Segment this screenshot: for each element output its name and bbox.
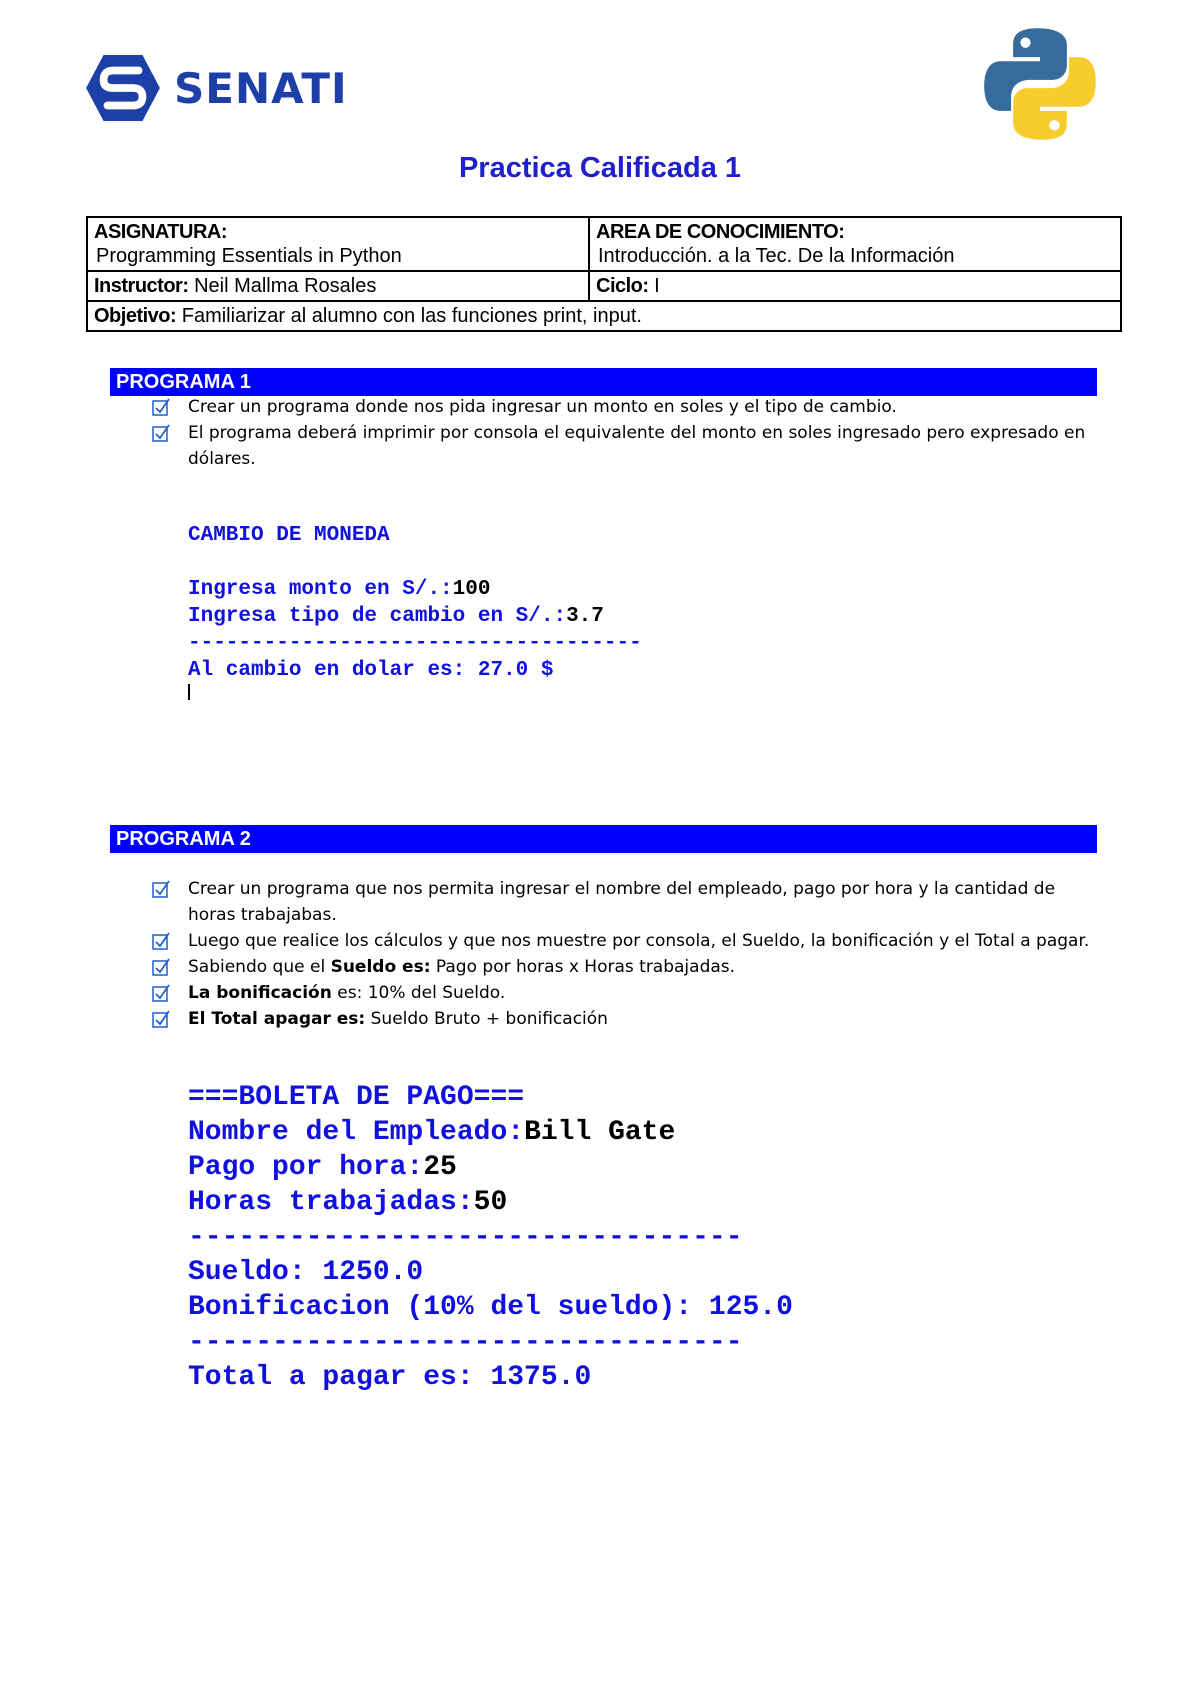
console-input-cambio: 3.7 [566,605,604,628]
area-value: Introducción. a la Tec. De la Información [598,245,955,267]
list-item [152,980,1098,1006]
senati-logo [84,52,384,124]
console-input-horas: 50 [473,1187,508,1218]
area-cell [589,217,1121,271]
console-result: Al cambio en dolar es: 27.0 $ [188,659,554,682]
course-info-table [86,216,1122,332]
instructor-value: Neil Mallma Rosales [194,275,377,297]
console-separator: --------------------------------- [188,1222,743,1253]
console-prompt-monto: Ingresa monto en S/.: [188,578,453,601]
console-input-nombre: Bill Gate [524,1117,676,1148]
brand-name: SENATI [174,63,348,113]
text-cursor [188,684,190,700]
instructor-label: Instructor: [94,275,189,297]
ciclo-value: I [654,275,660,297]
asignatura-cell [87,217,589,271]
list-item-text: Sabiendo que el Sueldo es: Pago por horas x Horas trabajadas. [188,957,736,977]
list-item-text: El programa deberá imprimir por consola el equivalente del monto en soles ingresado pero expresado en dólares. [188,423,1086,469]
checkbox-checked-icon [152,954,188,976]
programa2-list [152,876,1098,1032]
console-separator: --------------------------------- [188,1327,743,1358]
checkbox-checked-icon [152,1006,188,1028]
checkbox-checked-icon [152,980,188,1002]
area-label: AREA DE CONOCIMIENTO: [596,221,845,243]
programa2-console-output [188,1080,793,1395]
programa1-list [152,394,1098,472]
console-prompt-horas: Horas trabajadas: [188,1187,474,1218]
checkbox-checked-icon [152,420,188,442]
list-item [152,928,1098,954]
checkbox-checked-icon [152,876,188,898]
list-item [152,954,1098,980]
list-item [152,420,1098,472]
console-prompt-cambio: Ingresa tipo de cambio en S/.: [188,605,567,628]
objetivo-cell [87,301,1121,331]
list-item-text: Luego que realice los cálculos y que nos muestre por consola, el Sueldo, la bonificación y el Total a pagar. [188,931,1090,951]
console-bonificacion: Bonificacion (10% del sueldo): 125.0 [188,1292,793,1323]
programa1-console-output [188,522,642,684]
programa2-heading: PROGRAMA 2 [110,825,1097,853]
objetivo-value: Familiarizar al alumno con las funciones print, input. [181,305,642,327]
console-prompt-nombre: Nombre del Empleado: [188,1117,525,1148]
list-item-text: El Total apagar es: Sueldo Bruto + bonificación [188,1009,608,1029]
asignatura-value: Programming Essentials in Python [96,245,402,267]
console-sueldo: Sueldo: 1250.0 [188,1257,424,1288]
python-logo-icon [978,22,1102,146]
ciclo-label: Ciclo: [596,275,649,297]
ciclo-cell [589,271,1121,301]
checkbox-checked-icon [152,394,188,416]
list-item [152,394,1098,420]
programa1-heading: PROGRAMA 1 [110,368,1097,396]
list-item-text: Crear un programa donde nos pida ingresar un monto en soles y el tipo de cambio. [188,397,897,417]
console-title: CAMBIO DE MONEDA [188,524,390,547]
list-item-text: Crear un programa que nos permita ingresar el nombre del empleado, pago por hora y la cantidad de horas trabajabas. [188,879,1056,925]
objetivo-label: Objetivo: [94,305,177,327]
instructor-cell [87,271,589,301]
console-prompt-pago: Pago por hora: [188,1152,424,1183]
console-separator: ------------------------------------ [188,632,642,655]
senati-logo-icon [84,53,162,123]
console-total: Total a pagar es: 1375.0 [188,1362,592,1393]
checkbox-checked-icon [152,928,188,950]
list-item-text: La bonificación es: 10% del Sueldo. [188,983,506,1003]
page-title: Practica Calificada 1 [458,152,742,184]
console-input-pago: 25 [423,1152,457,1183]
console-input-monto: 100 [452,578,491,601]
list-item [152,876,1098,928]
console-title: ===BOLETA DE PAGO=== [188,1082,525,1113]
list-item [152,1006,1098,1032]
asignatura-label: ASIGNATURA: [94,221,228,243]
